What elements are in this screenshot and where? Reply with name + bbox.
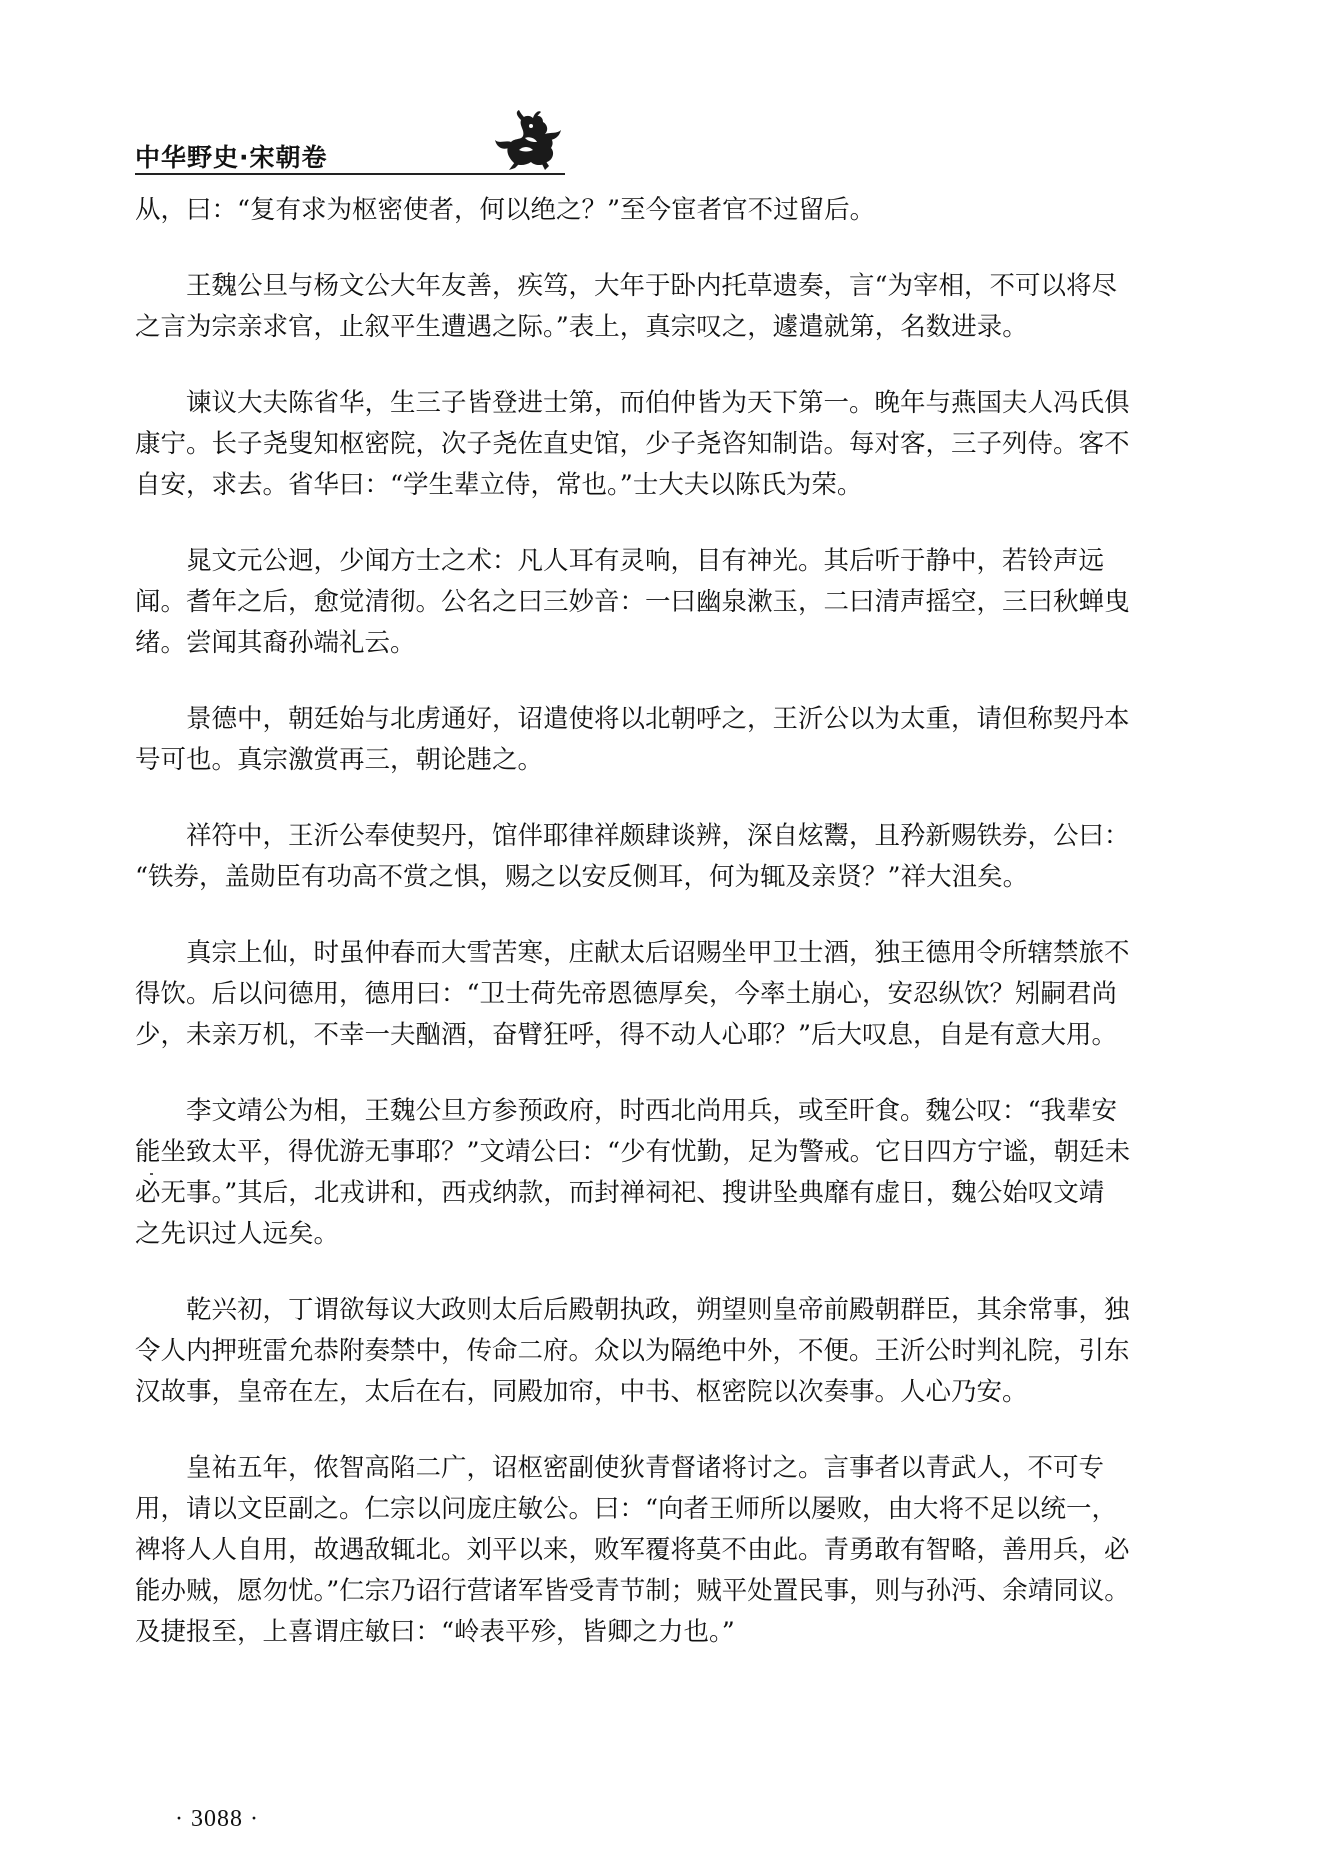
page-number: · 3088 ·	[175, 1806, 259, 1832]
text-line: 号可也。真宗激赏再三，朝论韪之。	[135, 745, 544, 775]
text-line: 李文靖公为相，王魏公旦方参预政府，时西北尚用兵，或至旰食。魏公叹：“我辈安	[186, 1096, 1118, 1126]
text-line: 康宁。长子尧叟知枢密院，次子尧佐直史馆，少子尧咨知制诰。每对客，三子列侍。客不	[135, 429, 1130, 459]
text-line: 自安，求去。省华曰：“学生辈立侍，常也。”士大夫以陈氏为荣。	[135, 470, 863, 500]
text-line: 能坐致太平，得优游无事耶？”文靖公曰：“少有忧勤，足为警戒。它日四方宁谧，朝廷未	[135, 1137, 1131, 1167]
paragraph	[135, 190, 1225, 231]
paragraph	[135, 1091, 1225, 1255]
text-line: 景德中，朝廷始与北虏通好，诏遣使将以北朝呼之，王沂公以为太重，请但称契丹本	[186, 704, 1130, 734]
dragon-emblem-icon	[485, 110, 565, 170]
text-line: 能办贼，愿勿忧。”仁宗乃诏行营诸军皆受青节制；贼平处置民事，则与孙沔、余靖同议。	[135, 1576, 1130, 1606]
paragraph	[135, 1290, 1225, 1413]
header-rule	[135, 173, 565, 175]
text-line: 乾兴初，丁谓欲每议大政则太后后殿朝执政，朔望则皇帝前殿朝群臣，其余常事，独	[186, 1295, 1130, 1325]
text-line: 谏议大夫陈省华，生三子皆登进士第，而伯仲皆为天下第一。晚年与燕国夫人冯氏俱	[186, 388, 1130, 418]
paragraph	[135, 1448, 1225, 1653]
text-line: 晁文元公迥，少闻方士之术：凡人耳有灵响，目有神光。其后听于静中，若铃声远	[186, 546, 1105, 576]
text-line: 令人内押班雷允恭附奏禁中，传命二府。众以为隔绝中外，不便。王沂公时判礼院，引东	[135, 1336, 1130, 1366]
text-line: 及捷报至，上喜谓庄敏曰：“岭表平殄，皆卿之力也。”	[135, 1617, 735, 1647]
paragraph	[135, 933, 1225, 1056]
running-header	[135, 110, 575, 170]
text-line: 少，未亲万机，不幸一夫酗酒，奋臂狂呼，得不动人心耶？”后大叹息，自是有意大用。	[135, 1020, 1118, 1050]
text-line: 祥符中，王沂公奉使契丹，馆伴耶律祥颇肆谈辨，深自炫鬻，且矜新赐铁券，公曰：	[186, 821, 1130, 851]
book-title: 中华野史·宋朝卷	[135, 143, 328, 172]
paragraph	[135, 541, 1225, 664]
text-line: 用，请以文臣副之。仁宗以问庞庄敏公。曰：“向者王师所以屡败，由大将不足以统一，	[135, 1494, 1118, 1524]
text-line: 闻。耆年之后，愈觉清彻。公名之曰三妙音：一曰幽泉漱玉，二曰清声摇空，三曰秋蝉曳	[135, 587, 1130, 617]
text-line: 从，曰：“复有求为枢密使者，何以绝之？”至今宦者官不过留后。	[135, 195, 876, 225]
text-line: 得饮。后以问德用，德用曰：“卫士荷先帝恩德厚矣，今率土崩心，安忍纵饮？矧嗣君尚	[135, 979, 1118, 1009]
text-line: 裨将人人自用，故遇敌辄北。刘平以来，败军覆将莫不由此。青勇敢有智略，善用兵，必	[135, 1535, 1130, 1565]
text-line: 绪。尝闻其裔孙端礼云。	[135, 628, 416, 658]
page-body	[135, 190, 1225, 1688]
paragraph	[135, 816, 1225, 898]
paragraph	[135, 383, 1225, 506]
text-line: 王魏公旦与杨文公大年友善，疾笃，大年于卧内托草遗奏，言“为宰相，不可以将尽	[186, 271, 1118, 301]
text-line: 必无事。”其后，北戎讲和，西戎纳款，而封禅祠祀、搜讲坠典靡有虚日，魏公始叹文靖	[135, 1178, 1105, 1208]
text-line: 汉故事，皇帝在左，太后在右，同殿加帘，中书、枢密院以次奏事。人心乃安。	[135, 1377, 1028, 1407]
paragraph	[135, 699, 1225, 781]
text-line: 之先识过人远矣。	[135, 1219, 340, 1249]
paragraph	[135, 266, 1225, 348]
text-line: “铁券，盖勋臣有功高不赏之惧，赐之以安反侧耳，何为辄及亲贤？”祥大沮矣。	[135, 862, 1029, 892]
text-line: 真宗上仙，时虽仲春而大雪苦寒，庄献太后诏赐坐甲卫士酒，独王德用令所辖禁旅不	[186, 938, 1130, 968]
text-line: 之言为宗亲求官，止叙平生遭遇之际。”表上，真宗叹之，遽遣就第，名数进录。	[135, 312, 1028, 342]
text-line: 皇祐五年，侬智高陷二广，诏枢密副使狄青督诸将讨之。言事者以青武人，不可专	[186, 1453, 1105, 1483]
